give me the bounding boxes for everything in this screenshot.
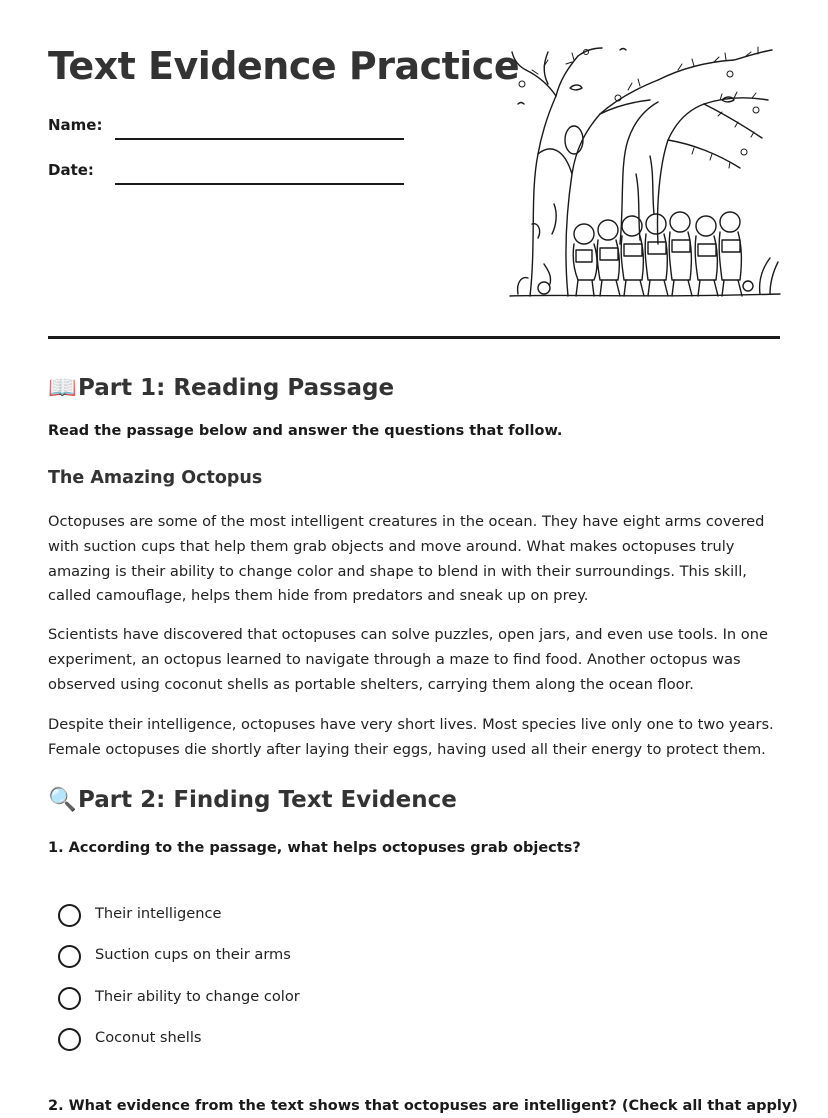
radio-button[interactable]: [58, 987, 81, 1010]
children-reading-under-tree-illustration: [508, 44, 782, 300]
question-2: 2. What evidence from the text shows that octopuses are intelligent? (Check all that apply): [48, 1098, 798, 1114]
worksheet-page: [48, 0, 798, 1114]
radio-button[interactable]: [58, 1028, 81, 1051]
name-field: [48, 112, 408, 142]
header-divider: [48, 336, 780, 339]
radio-button[interactable]: [58, 945, 81, 968]
part2-heading-text: Part 2: Finding Text Evidence: [78, 787, 457, 813]
date-blank-line[interactable]: [115, 183, 404, 185]
worksheet-title: Text Evidence Practice: [48, 44, 520, 88]
part1-heading-text: Part 1: Reading Passage: [78, 375, 395, 401]
option-label: Their ability to change color: [95, 988, 300, 1005]
date-label: Date:: [48, 161, 94, 179]
open-book-icon: 📖: [48, 375, 77, 401]
passage-paragraph: Octopuses are some of the most intelligent creatures in the ocean. They have eight arms covered with suction cups that help them grab objects and move around. What makes octopuses truly amazing is their ability to change color and shape to blend in with their surroundings. This skill, called camouflage, helps them hide from predators and sneak up on prey.: [48, 513, 765, 605]
option-label: Their intelligence: [95, 905, 222, 922]
worksheet-header: [48, 0, 780, 340]
part2-heading: [48, 786, 457, 813]
question-1-option-d[interactable]: [58, 1028, 658, 1054]
part1-heading: [48, 374, 394, 401]
question-1-option-c[interactable]: [58, 987, 658, 1013]
question-1-option-a[interactable]: [58, 904, 658, 930]
name-blank-line[interactable]: [115, 138, 404, 140]
magnifying-glass-icon: 🔍: [48, 787, 77, 813]
passage-paragraph: Despite their intelligence, octopuses have very short lives. Most species live only one to two years. Female octopuses die shortly after laying their eggs, having used all their energy to protect them.: [48, 716, 774, 758]
reading-instructions: Read the passage below and answer the questions that follow.: [48, 423, 563, 439]
option-label: Suction cups on their arms: [95, 946, 291, 963]
name-label: Name:: [48, 116, 103, 134]
question-1: 1. According to the passage, what helps octopuses grab objects?: [48, 840, 581, 856]
date-field: [48, 157, 408, 187]
option-label: Coconut shells: [95, 1029, 202, 1046]
passage-paragraph: Scientists have discovered that octopuses can solve puzzles, open jars, and even use tools. In one experiment, an octopus learned to navigate through a maze to find food. Another octopus was observed using coconut shells as portable shelters, carrying them along the ocean floor.: [48, 626, 768, 693]
radio-button[interactable]: [58, 904, 81, 927]
passage-title: The Amazing Octopus: [48, 468, 263, 488]
question-1-option-b[interactable]: [58, 945, 658, 971]
